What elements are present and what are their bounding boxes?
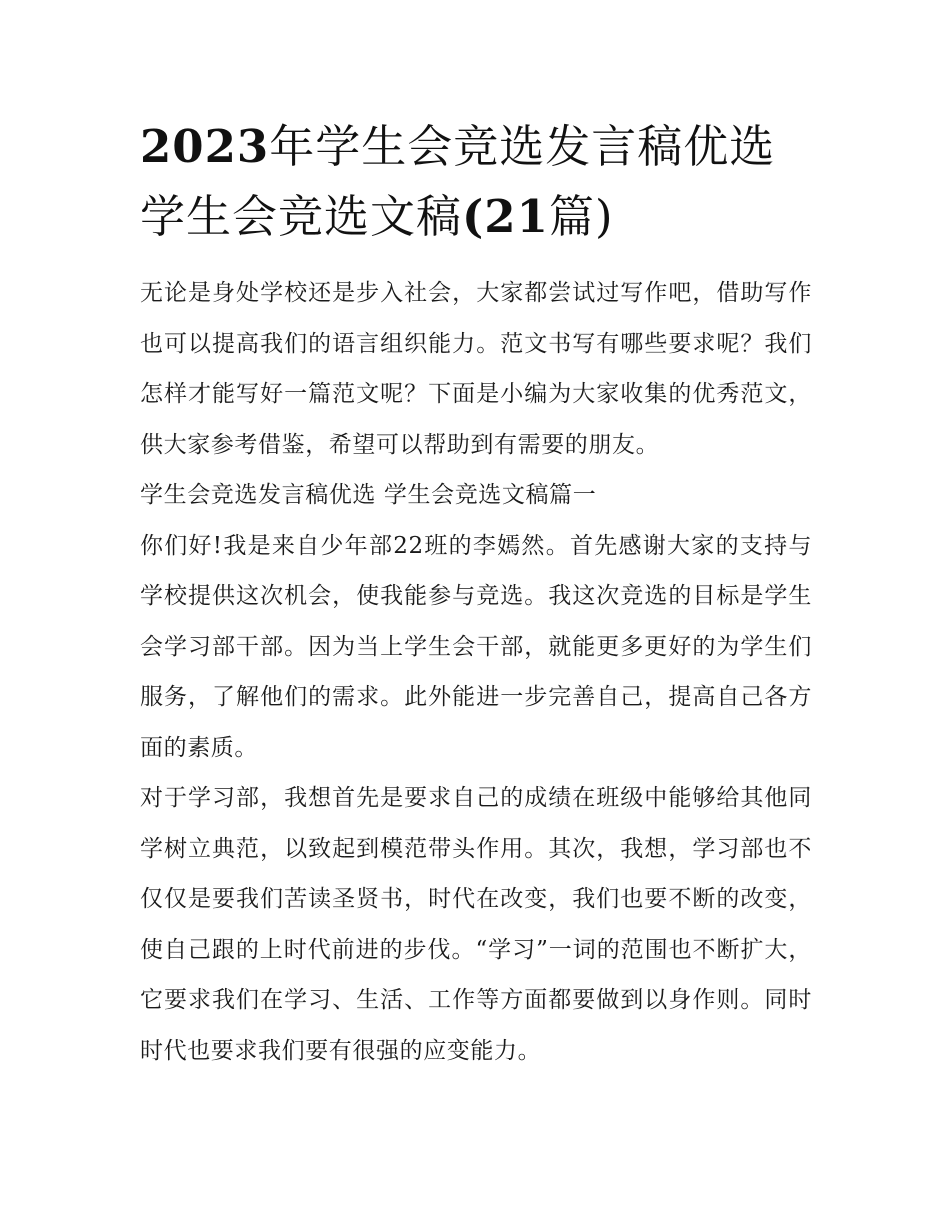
body-paragraph-2: 对于学习部，我想首先是要求自己的成绩在班级中能够给其他同学树立典范，以致起到模范带头作用。其次，我想，学习部也不仅仅是要我们苦读圣贤书，时代在改变，我们也要不断的改变，使自己跟的上时代前进的步伐。“学习”一词的范围也不断扩大，它要求我们在学习、生活、工作等方面都要做到以身作则。同时时代也要求我们要有很强的应变能力。 xyxy=(140,785,812,1064)
section-heading: 学生会竞选发言稿优选 学生会竞选文稿篇一 xyxy=(140,482,597,508)
title-text-line2: 学生会竞选文稿 xyxy=(140,190,463,243)
title-count-suffix: 篇) xyxy=(548,190,614,243)
title-text-line1: 年学生会竞选发言稿优选 xyxy=(269,120,776,173)
body-paragraph-1: 你们好!我是来自少年部22班的李嫣然。首先感谢大家的支持与学校提供这次机会，使我能参与竞选。我这次竞选的目标是学生会学习部干部。因为当上学生会干部，就能更多更好的为学生们服务，了解他们的需求。此外能进一步完善自己，提高自己各方面的素质。 xyxy=(140,532,812,761)
document-page xyxy=(140,112,812,1076)
document-body xyxy=(140,268,812,1076)
title-year: 2023 xyxy=(140,120,270,173)
title-count: (21 xyxy=(462,190,549,243)
document-title xyxy=(140,112,812,252)
intro-paragraph: 无论是身处学校还是步入社会，大家都尝试过写作吧，借助写作也可以提高我们的语言组织能力。范文书写有哪些要求呢？我们怎样才能写好一篇范文呢？下面是小编为大家收集的优秀范文，供大家参考借鉴，希望可以帮助到有需要的朋友。 xyxy=(140,280,812,458)
